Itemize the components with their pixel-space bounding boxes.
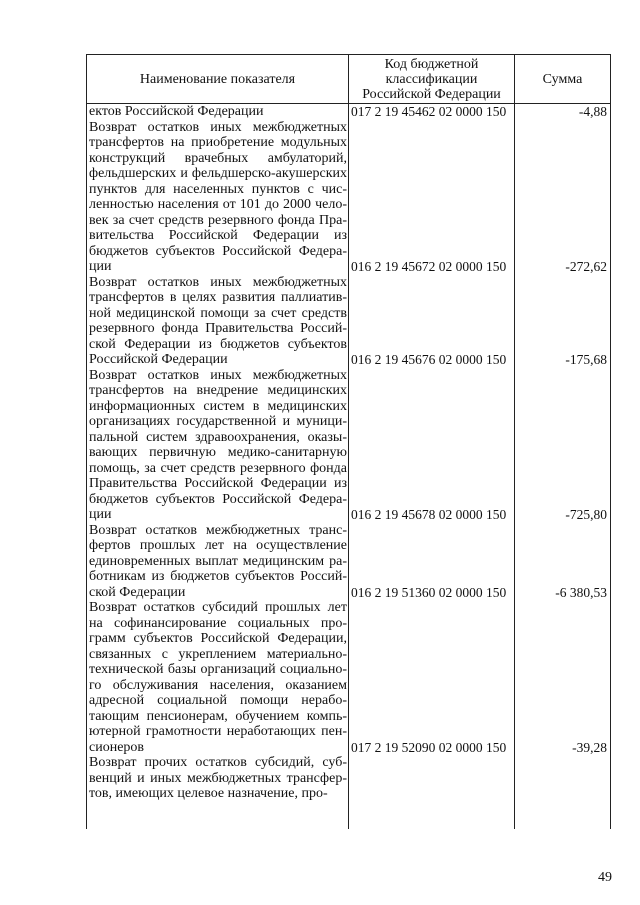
table-row-sum: -725,80 bbox=[565, 507, 607, 522]
description-line: ботникам из бюджетов субъектов Россий- bbox=[89, 569, 347, 584]
description-line: Возврат остатков субсидий прошлых лет bbox=[89, 600, 347, 615]
header-code-line: классификации bbox=[385, 71, 478, 87]
description-line: фельдшерских и фельдшерско-акушерских bbox=[89, 166, 347, 181]
table-row-code: 016 2 19 45678 02 0000 150 bbox=[351, 507, 507, 522]
description-line: трансфертов на приобретение модульных bbox=[89, 135, 347, 150]
table-row-code: 017 2 19 45462 02 0000 150 bbox=[351, 104, 507, 119]
table-row-code: 016 2 19 45676 02 0000 150 bbox=[351, 352, 507, 367]
description-line: Правительства Российской Федерации из bbox=[89, 476, 347, 491]
description-line: венций и иных межбюджетных трансфер- bbox=[89, 770, 347, 786]
header-code-line: Код бюджетной bbox=[384, 56, 479, 72]
description-line: технической базы организаций социально- bbox=[89, 662, 347, 677]
table-row-description bbox=[89, 275, 347, 368]
table-row-code: 017 2 19 52090 02 0000 150 bbox=[351, 739, 507, 755]
table-row-description bbox=[89, 368, 347, 523]
column-divider-code bbox=[348, 54, 349, 829]
description-line: связанных с укреплением материально- bbox=[89, 646, 347, 662]
description-line: грамм субъектов Российской Федерации, bbox=[89, 631, 347, 646]
description-line: единовременных выплат медицинским ра- bbox=[89, 553, 347, 569]
header-name-label: Наименование показателя bbox=[139, 71, 296, 87]
description-line: ектов Российской Федерации bbox=[89, 104, 264, 119]
header-name bbox=[87, 56, 348, 102]
header-code-line: Российской Федерации bbox=[362, 86, 501, 102]
column-divider-sum bbox=[514, 54, 515, 829]
description-line: Возврат прочих остатков субсидий, суб- bbox=[89, 755, 347, 770]
table-left-border bbox=[86, 54, 87, 829]
description-line: ленностью населения от 101 до 2000 чело- bbox=[89, 197, 347, 212]
description-line: Российской Федерации bbox=[89, 352, 228, 367]
description-line: вительства Российской Федерации из bbox=[89, 228, 347, 243]
table-row-description bbox=[89, 104, 347, 120]
description-line: ной медицинской помощи за счет средств bbox=[89, 305, 347, 321]
description-line: пунктов для населенных пунктов с чис- bbox=[89, 181, 347, 197]
description-line: ции bbox=[89, 259, 112, 274]
description-line: ской Федерации bbox=[89, 584, 186, 600]
description-line: сионеров bbox=[89, 739, 145, 755]
description-line: фертов прошлых лет на осуществление bbox=[89, 538, 347, 553]
description-line: пальной систем здравоохранения, оказы- bbox=[89, 429, 347, 445]
description-line: помощь, за счет средств резервного фонда bbox=[89, 460, 347, 476]
description-line: ской Федерации из бюджетов субъектов bbox=[89, 336, 347, 352]
description-line: век за счет средств резервного фонда Пра- bbox=[89, 212, 347, 228]
table-row-code: 016 2 19 45672 02 0000 150 bbox=[351, 259, 507, 274]
description-line: адресной социальной помощи нерабо- bbox=[89, 693, 347, 708]
description-line: Возврат остатков межбюджетных транс- bbox=[89, 522, 347, 538]
description-line: бюджетов субъектов Российской Федера- bbox=[89, 491, 347, 507]
description-line: ции bbox=[89, 507, 112, 522]
description-line: Возврат остатков иных межбюджетных bbox=[89, 119, 347, 135]
table-row-description bbox=[89, 523, 347, 601]
header-sum-label: Сумма bbox=[542, 71, 583, 87]
table-row-sum: -272,62 bbox=[565, 259, 607, 274]
table-row-description bbox=[89, 120, 347, 275]
table-row-description bbox=[89, 755, 347, 802]
table-row-description bbox=[89, 600, 347, 755]
description-line: тающим пенсионерам, обучением компь- bbox=[89, 708, 347, 724]
table-row-sum: -4,88 bbox=[578, 104, 607, 119]
description-line: Возврат остатков иных межбюджетных bbox=[89, 367, 347, 383]
description-line: трансфертов в целях развития паллиатив- bbox=[89, 290, 347, 305]
table-row-sum: -39,28 bbox=[572, 739, 607, 755]
header-sum bbox=[515, 56, 610, 102]
description-line: трансфертов на внедрение медицинских bbox=[89, 383, 347, 398]
table-row-code: 016 2 19 51360 02 0000 150 bbox=[351, 584, 507, 600]
description-line: Возврат остатков иных межбюджетных bbox=[89, 274, 347, 290]
description-line: резервного фонда Правительства Россий- bbox=[89, 321, 347, 336]
description-line: бюджетов субъектов Российской Федера- bbox=[89, 243, 347, 259]
description-line: ютерной грамотности неработающих пен- bbox=[89, 724, 347, 739]
description-line: го обслуживания населения, оказанием bbox=[89, 677, 347, 693]
table-row-sum: -6 380,53 bbox=[555, 584, 607, 600]
description-line: информационных систем в медицинских bbox=[89, 398, 347, 414]
description-line: вающих первичную медико-санитарную bbox=[89, 445, 347, 460]
table-right-border bbox=[610, 54, 611, 829]
description-line: на софинансирование социальных про- bbox=[89, 615, 347, 631]
description-line: тов, имеющих целевое назначение, про- bbox=[89, 786, 328, 801]
description-line: организациях государственной и муници- bbox=[89, 414, 347, 429]
header-code bbox=[349, 56, 514, 102]
page-number: 49 bbox=[598, 870, 612, 885]
table-row-sum: -175,68 bbox=[565, 352, 607, 367]
description-line: конструкций врачебных амбулаторий, bbox=[89, 150, 347, 166]
